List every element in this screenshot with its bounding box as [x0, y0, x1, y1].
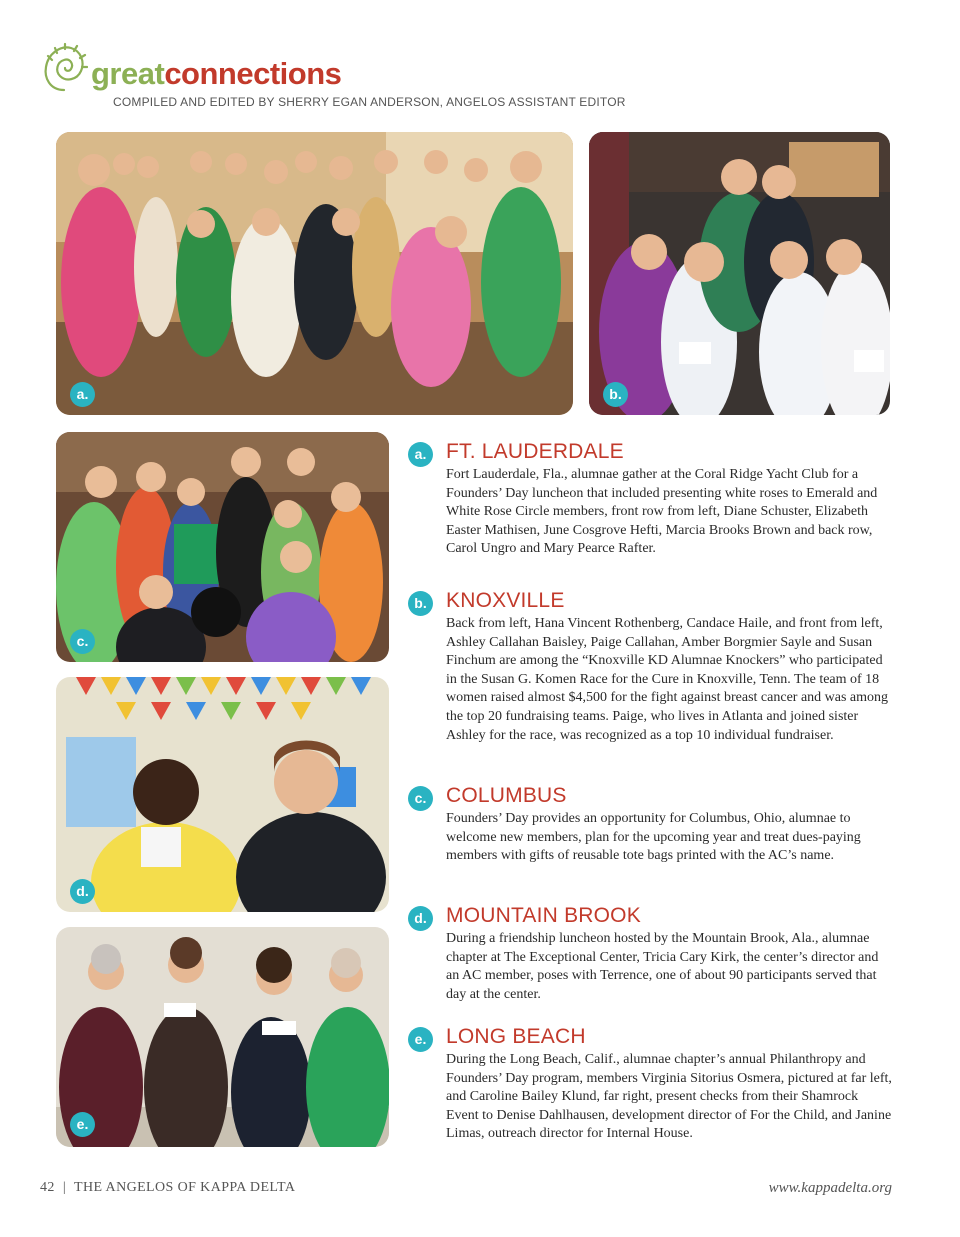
footer-separator: |: [62, 1180, 67, 1195]
photo-c-image: [56, 432, 389, 662]
nautilus-shell-logo-icon: [40, 40, 88, 96]
section-b-tag: b.: [408, 591, 433, 616]
heading-part-connections: connections: [164, 56, 342, 91]
photo-a-tag: a.: [70, 382, 95, 407]
footer-publication: [40, 1180, 295, 1196]
publication-name: THE ANGELOS OF KAPPA DELTA: [74, 1180, 296, 1195]
photo-e-tag: e.: [70, 1112, 95, 1137]
photo-b-knoxville: [589, 132, 890, 415]
photo-b-image: [589, 132, 890, 415]
photo-b-tag: b.: [603, 382, 628, 407]
section-b-title: KNOXVILLE: [446, 589, 565, 612]
section-a-tag: a.: [408, 442, 433, 467]
section-c-title: COLUMBUS: [446, 784, 567, 807]
photo-d-image: [56, 677, 389, 912]
byline: COMPILED AND EDITED BY SHERRY EGAN ANDERSON, ANGELOS ASSISTANT EDITOR: [113, 95, 626, 109]
section-a-title: FT. LAUDERDALE: [446, 440, 624, 463]
section-e-title: LONG BEACH: [446, 1025, 586, 1048]
photo-c-columbus: [56, 432, 389, 662]
section-d-tag: d.: [408, 906, 433, 931]
section-e-tag: e.: [408, 1027, 433, 1052]
photo-c-tag: c.: [70, 629, 95, 654]
section-c-body: Founders’ Day provides an opportunity for Columbus, Ohio, alumnae to welcome new members, plan for the upcoming year and treat dues-paying members with gifts of reusable tote bags printed with the AC’s name.: [446, 811, 861, 864]
photo-a-image: [56, 132, 573, 415]
section-d-body: During a friendship luncheon hosted by the Mountain Brook, Ala., alumnae chapter at The Exceptional Center, Tricia Cary Kirk, the center’s director and an AC member, poses with Terrence, one of about 90 participants served that day at the center.: [446, 931, 879, 1002]
section-d-title: MOUNTAIN BROOK: [446, 904, 641, 927]
section-c-tag: c.: [408, 786, 433, 811]
section-heading: [91, 58, 341, 89]
page-number: 42: [40, 1180, 55, 1195]
heading-part-great: great: [91, 56, 165, 91]
photo-d-mountain-brook: [56, 677, 389, 912]
photo-e-long-beach: [56, 927, 389, 1147]
website-url: www.kappadelta.org: [768, 1180, 892, 1196]
photo-d-tag: d.: [70, 879, 95, 904]
photo-a-ft-lauderdale: [56, 132, 573, 415]
photo-e-image: [56, 927, 389, 1147]
section-a-body: Fort Lauderdale, Fla., alumnae gather at the Coral Ridge Yacht Club for a Founders’ Day luncheon that included presenting white roses to Emerald and White Rose Circle members, front row from left, Diane Schuster, Elizabeth Easter Mathisen, June Cosgrove Hefti, Marcia Brooks Brown and back row, Carol Ungro and Mary Pearce Rafter.: [446, 467, 878, 557]
section-b-body: Back from left, Hana Vincent Rothenberg, Candace Haile, and front from left, Ashley Callahan Baisley, Paige Callahan, Amber Borgmier Sayle and Susan Finchum are among the “Knoxville KD Alumnae Knockers” who participated in the Susan G. Komen Race for the Cure in Knoxville, Tenn. The team of 18 women raised almost $4,500 for the fight against breast cancer and was among the top 20 fundraising teams. Paige, who lives in Atlanta and joined sister Ashley for the race, was recognized as a top 10 individual fundraiser.: [446, 616, 889, 743]
section-e-body: During the Long Beach, Calif., alumnae chapter’s annual Philanthropy and Founders’ Day program, members Virginia Sitorius Osmera, pictured at far left, and Caroline Bailey Klund, far right, present checks from their Shamrock Event to Denise Dahlhausen, development director of For the Child, and Janine Limas, outreach director for Internal House.: [446, 1052, 892, 1142]
